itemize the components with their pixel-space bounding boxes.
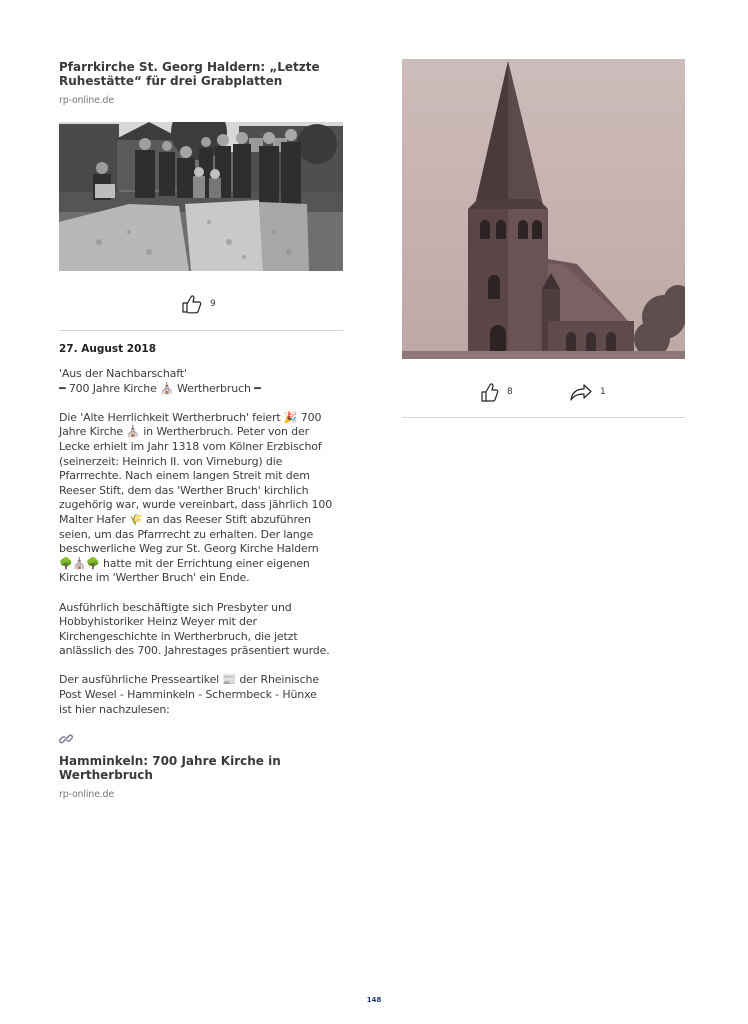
- paragraph-history: [59, 411, 349, 586]
- text-line: beschwerliche Weg zur St. Georg Kirche Haldern: [59, 542, 319, 556]
- church-photo[interactable]: [402, 59, 685, 359]
- text-line: Hobbyhistoriker Heinz Weyer mit der: [59, 615, 257, 629]
- divider: [59, 330, 343, 331]
- text-line: Kirche im 'Werther Bruch' ein Ende.: [59, 571, 250, 585]
- text-line: Reeser Stift, dem das 'Werther Bruch' kirchlich: [59, 483, 309, 497]
- text-line: 'Aus der Nachbarschaft': [59, 367, 187, 380]
- share-arrow-icon: [569, 382, 593, 402]
- text-line: Pfarrrechte. Nach einem langen Streit mit dem: [59, 469, 310, 483]
- link-title[interactable]: Hamminkeln: 700 Jahre Kirche in Wertherbruch: [59, 754, 281, 782]
- post-date: 27. August 2018: [59, 343, 156, 355]
- text-line: anlässlich des 700. Jahrestages präsentiert wurde.: [59, 644, 330, 658]
- text-line: Die 'Alte Herrlichkeit Wertherbruch' feiert 🎉 700: [59, 410, 322, 424]
- text-line: Post Wesel - Hamminkeln - Schermbeck - Hünxe: [59, 688, 317, 702]
- link-icon[interactable]: [59, 731, 73, 745]
- like-button[interactable]: [181, 294, 216, 314]
- share-button[interactable]: [569, 382, 606, 402]
- text-line: Jahre Kirche ⛪ in Wertherbruch. Peter von der: [59, 425, 309, 439]
- text-line: ist hier nachzulesen:: [59, 702, 170, 716]
- text-line: seien, um das Pfarrrecht zu erhalten. Der lange: [59, 527, 314, 541]
- paragraph-weyer: [59, 601, 349, 659]
- group-photo[interactable]: [59, 122, 343, 271]
- text-line: Der ausführliche Presseartikel 📰 der Rheinische: [59, 673, 319, 687]
- text-line: 🌳⛪🌳 hatte mit der Errichtung einer eigenen: [59, 556, 310, 570]
- text-line: Ausführlich beschäftigte sich Presbyter und: [59, 600, 292, 614]
- text-line: Kirchengeschichte in Wertherbruch, die jetzt: [59, 629, 298, 643]
- text-line: (seinerzeit: Heinrich II. von Virneburg) die: [59, 454, 283, 468]
- like-count: 8: [507, 387, 513, 397]
- like-button[interactable]: [480, 382, 513, 402]
- church-photo-image: [402, 59, 685, 359]
- article-body: [59, 367, 349, 732]
- text-line: zugehörig war, wurde vereinbart, dass jährlich 100: [59, 498, 333, 512]
- post-title[interactable]: Pfarrkirche St. Georg Haldern: „Letzte Ruhestätte“ für drei Grabplatten: [59, 60, 320, 88]
- group-photo-image: [59, 122, 343, 271]
- text-line: Malter Hafer 🌾 an das Reeser Stift abzuführen: [59, 512, 312, 526]
- thumbs-up-icon: [181, 294, 203, 314]
- share-count: 1: [600, 387, 606, 397]
- like-count: 9: [210, 299, 216, 309]
- paragraph-intro: [59, 367, 349, 396]
- text-line: ━ 700 Jahre Kirche ⛪ Wertherbruch ━: [59, 381, 261, 395]
- thumbs-up-icon: [480, 382, 500, 402]
- paragraph-press: [59, 673, 349, 717]
- divider: [402, 417, 685, 418]
- link-source[interactable]: rp-online.de: [59, 789, 115, 800]
- page-number: 148: [366, 996, 382, 1004]
- text-line: Lecke erhielt im Jahr 1318 vom Kölner Erzbischof: [59, 439, 322, 453]
- post-source[interactable]: rp-online.de: [59, 95, 115, 106]
